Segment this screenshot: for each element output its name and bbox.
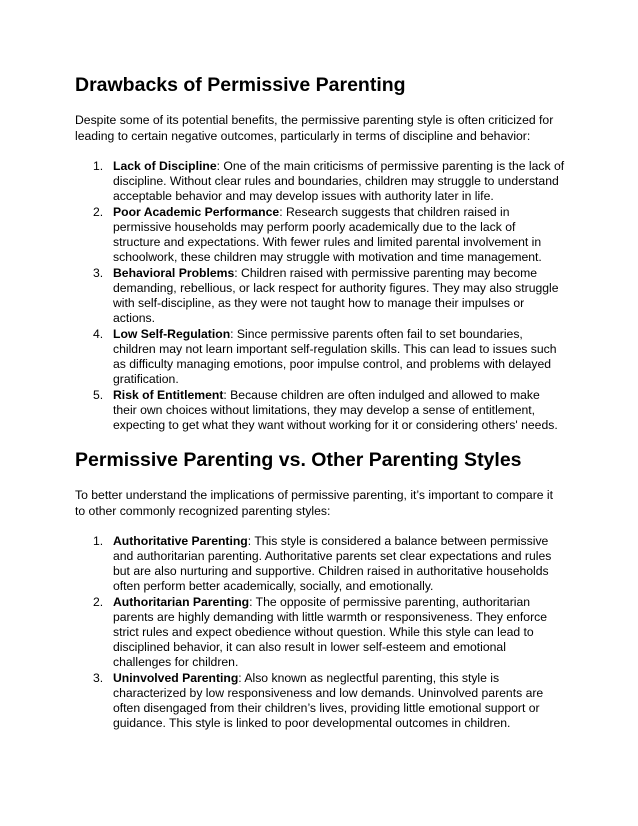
list-item-number: 2. xyxy=(93,595,104,609)
list-item-text: : Also known as neglectful parenting, this style is characterized by low responsiveness and low demands. Uninvolved parents are often disengaged from their children’s lives, providing little emotional support or guidance. This style is linked to poor developmental outcomes in children. xyxy=(113,671,544,730)
list-item-number: 1. xyxy=(93,159,104,173)
list-item-term: Poor Academic Performance xyxy=(113,205,280,219)
list-item xyxy=(75,671,565,731)
list-item-text: : The opposite of permissive parenting, authoritarian parents are highly demanding with little warmth or responsiveness. They enforce strict rules and expect obedience without question. While this style can lead to disciplined behavior, it can also result in lower self-esteem and emotional challenges for children. xyxy=(113,595,548,669)
section-intro-drawbacks: Despite some of its potential benefits, the permissive parenting style is often criticized for leading to certain negative outcomes, particularly in terms of discipline and behavior: xyxy=(75,113,554,143)
section-heading-drawbacks: Drawbacks of Permissive Parenting xyxy=(75,74,406,96)
drawbacks-list xyxy=(75,159,565,433)
list-item-number: 4. xyxy=(93,327,104,341)
comparison-list xyxy=(75,534,565,731)
list-item xyxy=(75,266,565,326)
section-heading-comparison: Permissive Parenting vs. Other Parenting Styles xyxy=(75,449,522,471)
list-item-text: : Because children are often indulged and allowed to make their own choices without limitations, they may develop a sense of entitlement, expecting to get what they want without working for it or considering others' needs. xyxy=(113,388,558,432)
list-item-number: 5. xyxy=(93,388,104,402)
list-item-term: Risk of Entitlement xyxy=(113,388,224,402)
list-item xyxy=(75,534,565,594)
list-item-term: Low Self-Regulation xyxy=(113,327,231,341)
list-item xyxy=(75,205,565,265)
section-intro-comparison: To better understand the implications of permissive parenting, it’s important to compare it to other commonly recognized parenting styles: xyxy=(75,488,554,518)
document-body xyxy=(75,73,565,732)
list-item-text: : One of the main criticisms of permissive parenting is the lack of discipline. Without clear rules and boundaries, children may struggle to understand acceptable behavior and may develop issues with authority later in life. xyxy=(113,159,565,203)
list-item-term: Uninvolved Parenting xyxy=(113,671,239,685)
list-item xyxy=(75,388,565,433)
list-item xyxy=(75,595,565,670)
list-item-number: 3. xyxy=(93,671,104,685)
list-item-term: Authoritarian Parenting xyxy=(113,595,250,609)
list-item-text: : Research suggests that children raised in permissive households may perform poorly academically due to the lack of structure and expectations. With fewer rules and limited parental involvement in schoolwork, these children may struggle with motivation and time management. xyxy=(113,205,542,264)
list-item-term: Lack of Discipline xyxy=(113,159,217,173)
list-item-number: 3. xyxy=(93,266,104,280)
list-item-text: : This style is considered a balance between permissive and authoritarian parenting. Authoritative parents set clear expectations and rules but are also nurturing and supportive. Children raised in authoritative households often perform better academically, socially, and emotionally. xyxy=(113,534,552,593)
list-item-number: 1. xyxy=(93,534,104,548)
list-item-term: Authoritative Parenting xyxy=(113,534,248,548)
list-item-number: 2. xyxy=(93,205,104,219)
list-item-term: Behavioral Problems xyxy=(113,266,235,280)
list-item xyxy=(75,159,565,204)
list-item-text: : Children raised with permissive parenting may become demanding, rebellious, or lack respect for authority figures. They may also struggle with self-discipline, as they were not taught how to manage their impulses or actions. xyxy=(113,266,559,325)
list-item-text: : Since permissive parents often fail to set boundaries, children may not learn important self-regulation skills. This can lead to issues such as difficulty managing emotions, poor impulse control, and problems with delayed gratification. xyxy=(113,327,557,386)
list-item xyxy=(75,327,565,387)
